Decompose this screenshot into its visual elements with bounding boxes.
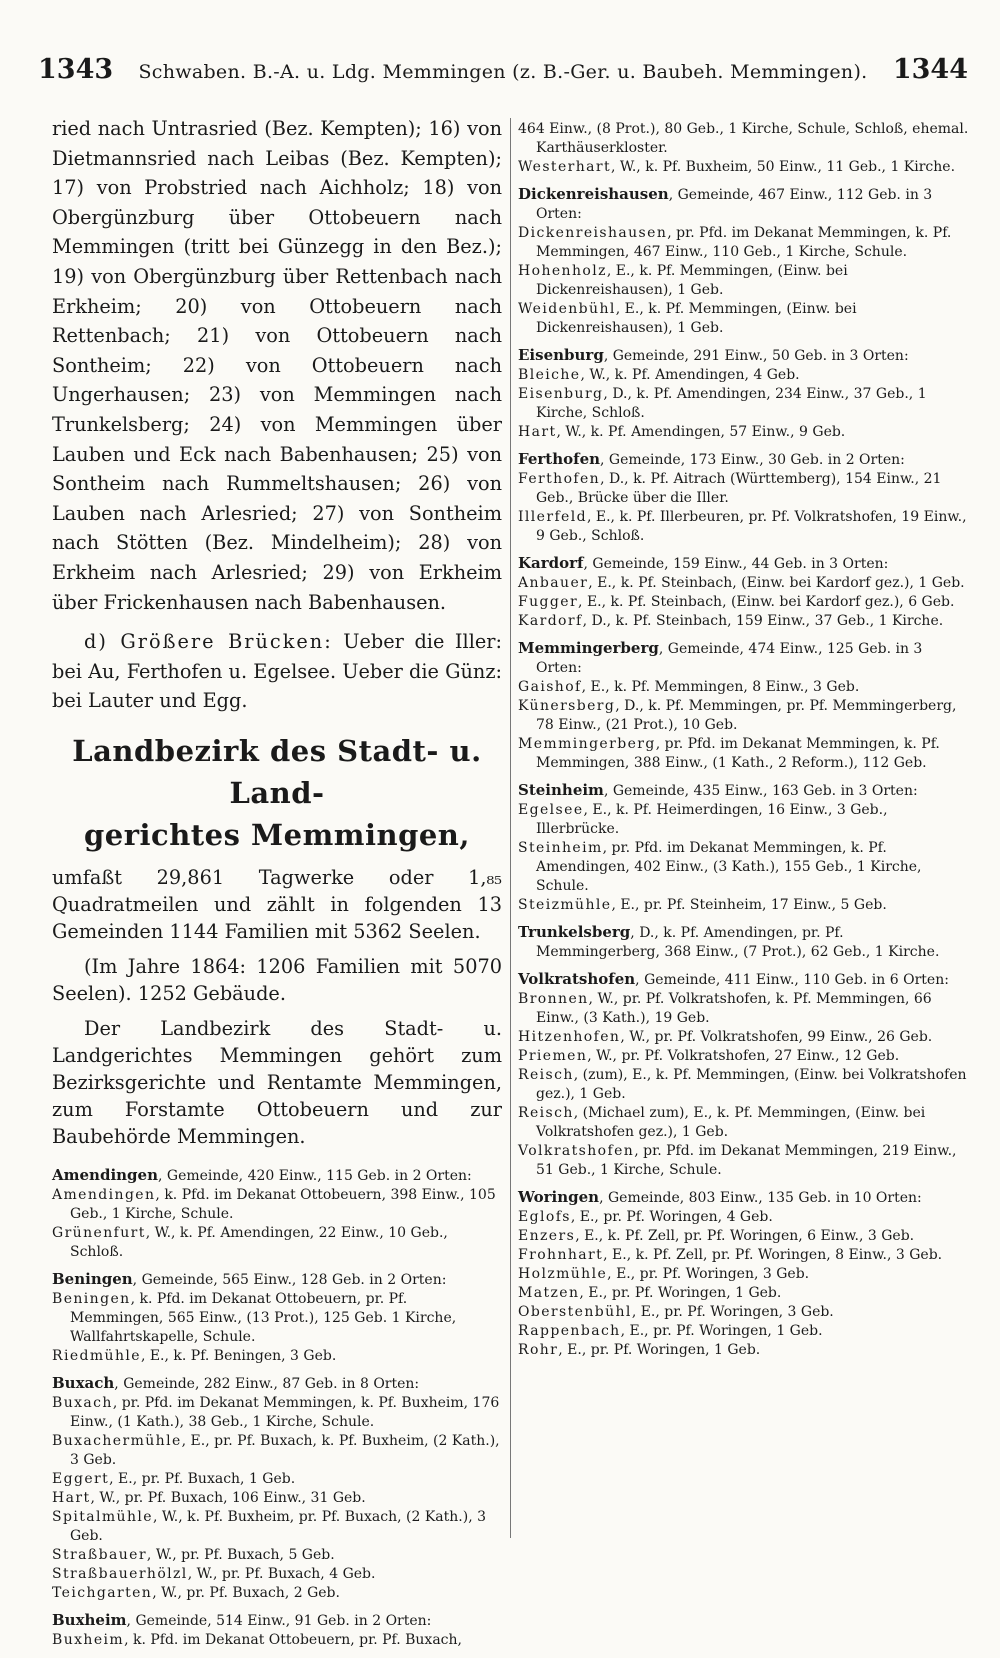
place-entry (52, 1546, 502, 1565)
page-number-right: 1344 (892, 54, 968, 85)
place-name: Eggert (52, 1470, 110, 1487)
place-entry (52, 1347, 502, 1366)
place-name: Riedmühle (52, 1347, 141, 1364)
place-entry (518, 1142, 970, 1180)
place-details: , W., pr. Pf. Volkratshofen, k. Pf. Memmingen, 66 Einw., (3 Kath.), 19 Geb. (536, 991, 932, 1026)
place-details: , E., pr. Pf. Buxach, k. Pf. Buxheim, (2 Kath.), 3 Geb. (70, 1432, 500, 1468)
place-name: Dickenreishausen (518, 225, 668, 241)
place-name: Hitzenhofen (518, 1029, 621, 1045)
place-name: Buxach (52, 1394, 113, 1411)
place-entry (518, 574, 970, 593)
gemeinde-summary: , Gemeinde, 173 Einw., 30 Geb. in 2 Orten: (600, 452, 905, 468)
place-details: , pr. Pfd. im Dekanat Memmingen, k. Pf. Memmingen, 388 Einw., (1 Kath., 2 Reform.), 112 Geb. (536, 736, 940, 771)
place-entry (518, 896, 970, 915)
place-entry (518, 1104, 970, 1142)
place-name: Anbauer (518, 575, 589, 591)
place-name: Frohnhart (518, 1247, 604, 1263)
place-entry (518, 1208, 970, 1227)
gemeinde-entry (52, 1611, 502, 1650)
place-entry (52, 1631, 502, 1650)
place-details: , W., k. Pf. Buxheim, 50 Einw., 11 Geb., 1 Kirche. (611, 159, 956, 175)
gemeinde-entry (518, 1188, 970, 1360)
place-details: , E., k. Pf. Steinbach, (Einw. bei Kardorf gez.), 1 Geb. (588, 575, 965, 591)
place-details: , W., pr. Pf. Buxach, 4 Geb. (187, 1565, 376, 1582)
place-name: Holzmühle (518, 1266, 608, 1282)
place-details: 464 Einw., (8 Prot.), 80 Geb., 1 Kirche, Schule, Schloß, ehemal. Karthäuserkloster. (518, 121, 969, 156)
gemeinde-name: Memmingerberg (518, 639, 659, 657)
place-details: , k. Pfd. im Dekanat Ottobeuern, pr. Pf. Memmingen, 565 Einw., (13 Prot.), 125 Geb. 1 Kirche, Wallfahrtskapelle, Schule. (70, 1290, 457, 1345)
place-name: Bronnen (518, 991, 589, 1007)
place-details: , E., k. Pf. Zell, pr. Pf. Woringen, 8 Einw., 3 Geb. (603, 1247, 943, 1263)
left-column (52, 114, 502, 1658)
place-details: , E., k. Pf. Memmingen, (Einw. bei Dickenreishausen), 1 Geb. (536, 263, 848, 298)
place-entry (52, 1290, 502, 1347)
running-head: Schwaben. B.-A. u. Ldg. Memmingen (z. B.-Ger. u. Baubeh. Memmingen). (138, 61, 868, 83)
place-details: , D., k. Pf. Steinbach, 159 Einw., 37 Geb., 1 Kirche. (582, 613, 944, 629)
place-name: Hohenholz (518, 263, 607, 279)
place-name: Volkratshofen (518, 1143, 635, 1159)
place-name: Künersberg (518, 698, 616, 714)
place-details: , E., k. Pf. Beningen, 3 Geb. (140, 1347, 337, 1364)
place-entry (518, 1284, 970, 1303)
place-name: Rohr (518, 1342, 559, 1358)
place-name: Gaishof (518, 679, 582, 695)
gemeinde-entry (518, 970, 970, 1180)
place-entry (52, 1394, 502, 1432)
place-name: Ferthofen (518, 471, 601, 487)
gemeinde-name: Buxheim (52, 1610, 127, 1629)
place-entry (518, 593, 970, 612)
gemeinde-summary: , Gemeinde, 420 Einw., 115 Geb. in 2 Orten: (158, 1167, 472, 1184)
gemeinde-entry (518, 923, 970, 962)
place-name: Matzen (518, 1285, 580, 1301)
gemeinde-name: Ferthofen (518, 450, 601, 468)
place-details: , E., k. Pf. Illerbeuren, pr. Pf. Volkratshofen, 19 Einw., 9 Geb., Schloß. (536, 509, 967, 544)
place-entry (518, 678, 970, 697)
place-name: Rappenbach (518, 1323, 621, 1339)
place-entry (518, 1265, 970, 1284)
gemeinde-entry (518, 554, 970, 631)
place-details: , D., k. Pf. Memmingen, pr. Pf. Memmingerberg, 78 Einw., (21 Prot.), 10 Geb. (536, 698, 957, 733)
place-name: Grünenfurt (52, 1224, 146, 1241)
place-entry (518, 300, 970, 338)
place-details: , E., k. Pf. Memmingen, (Einw. bei Dickenreishausen), 1 Geb. (536, 301, 857, 336)
place-details: , pr. Pfd. im Dekanat Memmingen, 219 Einw., 51 Geb., 1 Kirche, Schule. (536, 1143, 957, 1178)
gemeinde-entry (518, 346, 970, 442)
gemeinde-entry (518, 450, 970, 546)
place-entry (52, 1470, 502, 1489)
gemeinde-name: Eisenburg (518, 346, 604, 364)
gemeinde-summary: , Gemeinde, 803 Einw., 135 Geb. in 10 Orten: (599, 1190, 922, 1206)
gemeinde-entry (52, 1374, 502, 1603)
place-entry (518, 385, 970, 423)
gemeinde-name: Trunkelsberg (518, 923, 631, 941)
gemeinde-heading (518, 639, 970, 678)
place-details: , E., pr. Pf. Woringen, 3 Geb. (631, 1304, 834, 1320)
place-details: , E., pr. Pf. Woringen, 1 Geb. (620, 1323, 823, 1339)
gemeinde-heading (52, 1611, 502, 1631)
gemeinde-name: Buxach (52, 1373, 115, 1392)
gemeinde-list-right (518, 120, 970, 1360)
place-entry (52, 1489, 502, 1508)
bridges-text: Ueber die Iller: bei Au, Ferthofen u. Egelsee. Ueber die Günz: bei Lauter und Egg. (52, 630, 502, 713)
place-name: Memmingerberg (518, 736, 656, 752)
place-details: , E., pr. Pf. Buxach, 1 Geb. (109, 1470, 296, 1487)
place-details: , k. Pfd. im Dekanat Ottobeuern, pr. Pf. Buxach, (124, 1631, 462, 1648)
place-details: , (Michael zum), E., k. Pf. Memmingen, (Einw. bei Volkratshofen gez.), 1 Geb. (536, 1105, 926, 1140)
gemeinde-entry (518, 781, 970, 915)
place-details: , W., pr. Pf. Buxach, 5 Geb. (146, 1546, 335, 1563)
place-details: , E., k. Pf. Heimerdingen, 16 Einw., 3 Geb., Illerbrücke. (536, 802, 888, 837)
place-entry (52, 1432, 502, 1470)
place-name: Oberstenbühl (518, 1304, 632, 1320)
place-details: , E., k. Pf. Memmingen, 8 Einw., 3 Geb. (581, 679, 860, 695)
place-entry (518, 1066, 970, 1104)
place-details: , E., pr. Pf. Steinheim, 17 Einw., 5 Geb. (611, 897, 887, 913)
place-details: , pr. Pfd. im Dekanat Memmingen, k. Pf. Memmingen, 467 Einw., 110 Geb., 1 Kirche, Schule. (536, 225, 952, 260)
gemeinde-summary: , Gemeinde, 291 Einw., 50 Geb. in 3 Orten: (603, 348, 909, 364)
place-name: Illerfeld (518, 509, 587, 525)
gemeinde-summary: , Gemeinde, 411 Einw., 110 Geb. in 6 Orten: (635, 972, 949, 988)
gemeinde-heading (518, 554, 970, 574)
place-name: Enzers (518, 1228, 576, 1244)
gemeinde-summary: , Gemeinde, 565 Einw., 128 Geb. in 2 Orten: (132, 1271, 447, 1288)
place-name: Bleiche (518, 367, 581, 383)
place-entry (52, 1508, 502, 1546)
place-name: Straßbauerhölzl (52, 1565, 188, 1582)
place-details: , W., k. Pf. Buxheim, pr. Pf. Buxach, (2 Kath.), 3 Geb. (70, 1508, 486, 1544)
place-entry (518, 801, 970, 839)
place-name: Amendingen (52, 1186, 156, 1203)
gemeinde-summary: , Gemeinde, 282 Einw., 87 Geb. in 8 Orten: (114, 1375, 420, 1392)
place-entry (518, 1028, 970, 1047)
gemeinde-summary: , Gemeinde, 514 Einw., 91 Geb. in 2 Orten: (126, 1612, 432, 1629)
place-name: Steizmühle (518, 897, 612, 913)
place-name: Egelsee (518, 802, 584, 818)
place-name: Spitalmühle (52, 1508, 153, 1525)
place-details: , W., pr. Pf. Volkratshofen, 99 Einw., 26 Geb. (620, 1029, 933, 1045)
gemeinde-list-left (52, 1166, 502, 1650)
bridges-paragraph (52, 627, 502, 716)
place-entry (518, 1246, 970, 1265)
place-entry (52, 1565, 502, 1584)
gemeinde-heading (518, 781, 970, 801)
place-entry (518, 839, 970, 896)
gemeinde-summary: , Gemeinde, 467 Einw., 112 Geb. in 3 Orten: (536, 187, 933, 222)
district-title-line-2: gerichtes Memmingen, (84, 817, 470, 852)
place-details: , W., k. Pf. Amendingen, 22 Einw., 10 Geb., Schloß. (70, 1224, 448, 1260)
place-details: , W., pr. Pf. Volkratshofen, 27 Einw., 12 Geb. (587, 1048, 900, 1064)
place-details: , pr. Pfd. im Dekanat Memmingen, k. Pf. Amendingen, 402 Einw., (3 Kath.), 155 Geb., 1 Kirche, Schule. (536, 840, 922, 894)
place-details: , E., k. Pf. Steinbach, (Einw. bei Kardorf gez.), 6 Geb. (578, 594, 955, 610)
gemeinde-summary: , Gemeinde, 435 Einw., 163 Geb. in 3 Orten: (603, 783, 918, 799)
district-title-line-1: Landbezirk des Stadt- u. Land- (72, 733, 482, 810)
place-entry (518, 1341, 970, 1360)
district-title (52, 730, 502, 856)
right-column (518, 120, 970, 1368)
gemeinde-summary: , Gemeinde, 159 Einw., 44 Geb. in 3 Orten: (583, 556, 889, 572)
gemeinde-entry (52, 1166, 502, 1262)
place-details: , W., k. Pf. Amendingen, 57 Einw., 9 Geb. (556, 424, 846, 440)
place-name: Eglofs (518, 1209, 571, 1225)
gemeinde-entry (518, 185, 970, 338)
page-header (38, 54, 968, 90)
gemeinde-name: Beningen (52, 1269, 133, 1288)
gemeinde-name: Steinheim (518, 781, 604, 799)
place-details: , W., pr. Pf. Buxach, 2 Geb. (152, 1584, 340, 1601)
place-entry (518, 470, 970, 508)
place-details: , W., pr. Pf. Buxach, 106 Einw., 31 Geb. (90, 1489, 366, 1506)
place-entry (518, 158, 970, 177)
place-name: Eisenburg (518, 386, 604, 402)
place-details: , D., k. Pf. Aitrach (Württemberg), 154 Einw., 21 Geb., Brücke über die Iller. (536, 471, 942, 506)
place-name: Reisch (518, 1105, 574, 1121)
place-entry (518, 612, 970, 631)
place-entry (518, 990, 970, 1028)
place-entry (52, 1224, 502, 1262)
place-name: Buxheim (52, 1631, 125, 1648)
place-name: Hart (52, 1489, 91, 1506)
place-details: , pr. Pfd. im Dekanat Memmingen, k. Pf. Buxheim, 176 Einw., (1 Kath.), 38 Geb., 1 Kirche, Schule. (70, 1394, 500, 1430)
place-name: Westerhart (518, 159, 612, 175)
gemeinde-name: Kardorf (518, 554, 584, 572)
place-entry (518, 224, 970, 262)
place-entry (518, 1227, 970, 1246)
gemeinde-entry (52, 1270, 502, 1366)
place-details: , E., pr. Pf. Woringen, 1 Geb. (558, 1342, 761, 1358)
place-entry (52, 1584, 502, 1603)
gemeinde-name: Volkratshofen (518, 970, 636, 988)
gemeinde-name: Woringen (518, 1188, 600, 1206)
place-details: , (zum), E., k. Pf. Memmingen, (Einw. bei Volkratshofen gez.), 1 Geb. (536, 1067, 967, 1102)
place-entry (518, 262, 970, 300)
place-entry (518, 1303, 970, 1322)
place-name: Straßbauer (52, 1546, 147, 1563)
gemeinde-name: Dickenreishausen (518, 185, 669, 203)
gemeinde-entry (518, 120, 970, 177)
place-details: , E., pr. Pf. Woringen, 1 Geb. (579, 1285, 782, 1301)
place-entry (518, 1322, 970, 1341)
place-name: Fugger (518, 594, 579, 610)
place-name: Reisch (518, 1067, 574, 1083)
place-name: Teichgarten (52, 1584, 153, 1601)
place-entry (518, 366, 970, 385)
place-details: , k. Pfd. im Dekanat Ottobeuern, 398 Einw., 105 Geb., 1 Kirche, Schule. (70, 1186, 496, 1222)
place-details: , W., k. Pf. Amendingen, 4 Geb. (580, 367, 800, 383)
column-divider (510, 118, 511, 1538)
gemeinde-heading (518, 970, 970, 990)
place-entry (518, 1047, 970, 1066)
gemeinde-heading (518, 450, 970, 470)
gemeinde-heading (518, 1188, 970, 1208)
place-name: Steinheim (518, 840, 603, 856)
place-name: Kardorf (518, 613, 583, 629)
gemeinde-summary: , D., k. Pf. Amendingen, pr. Pf. Memmingerberg, 368 Einw., (7 Prot.), 62 Geb., 1 Kirche. (536, 925, 940, 960)
place-details: , E., pr. Pf. Woringen, 3 Geb. (607, 1266, 810, 1282)
gemeinde-heading (518, 923, 970, 962)
gemeinde-heading (518, 185, 970, 224)
gemeinde-heading (52, 1166, 502, 1186)
place-name: Weidenbühl (518, 301, 616, 317)
district-area-stats: umfaßt 29,861 Tagwerke oder 1,₈₅ Quadratmeilen und zählt in folgenden 13 Gemeinden 1144 Familien mit 5362 Seelen. (52, 865, 502, 943)
gemeinde-heading (52, 1270, 502, 1290)
place-name: Hart (518, 424, 557, 440)
place-name: Buxachermühle (52, 1432, 182, 1449)
place-entry (518, 423, 970, 442)
gemeinde-heading (518, 346, 970, 366)
place-name: Beningen (52, 1290, 131, 1307)
place-entry (52, 1186, 502, 1224)
place-details: , E., k. Pf. Zell, pr. Pf. Woringen, 6 Einw., 3 Geb. (575, 1228, 915, 1244)
gemeinde-entry (518, 639, 970, 773)
place-entry (518, 697, 970, 735)
place-entry (518, 120, 970, 158)
roads-paragraph: ried nach Untrasried (Bez. Kempten); 16) von Dietmannsried nach Leibas (Bez. Kempten); 17) von Probstried nach Aichholz; 18) von Obergünzburg über Ottobeuern nach Memmingen (tritt bei Günzegg in den Bez.); 19) von Obergünzburg über Rettenbach nach Erkheim; 20) von Ottobeuern nach Rettenbach; 21) von Ottobeuern nach Sontheim; 22) von Ottobeuern nach Ungerhausen; 23) von Memmingen nach Trunkelsberg; 24) von Memmingen über Lauben und Eck nach Babenhausen; 25) von Sontheim nach Rummeltshausen; 26) von Lauben nach Arlesried; 27) von Sontheim nach Stötten (Bez. Mindelheim); 28) von Erkheim nach Arlesried; 29) von Erkheim über Frickenhausen nach Babenhausen. (52, 117, 502, 614)
gemeinde-name: Amendingen (52, 1165, 158, 1184)
place-name: Priemen (518, 1048, 588, 1064)
district-administration: Der Landbezirk des Stadt- u. Landgerichtes Memmingen gehört zum Bezirksgerichte und Rentamte Memmingen, zum Forstamte Ottobeuern und zur Baubehörde Memmingen. (52, 1016, 502, 1148)
place-details: , D., k. Pf. Amendingen, 234 Einw., 37 Geb., 1 Kirche, Schloß. (536, 386, 927, 421)
gemeinde-heading (52, 1374, 502, 1394)
place-entry (518, 735, 970, 773)
gemeinde-summary: , Gemeinde, 474 Einw., 125 Geb. in 3 Orten: (536, 641, 923, 676)
bridges-label: d) Größere Brücken: (84, 630, 333, 654)
page-number-left: 1343 (38, 54, 114, 85)
place-details: , E., pr. Pf. Woringen, 4 Geb. (570, 1209, 773, 1225)
place-entry (518, 508, 970, 546)
district-1864-stats: (Im Jahre 1864: 1206 Familien mit 5070 Seelen). 1252 Gebäude. (52, 954, 502, 1005)
